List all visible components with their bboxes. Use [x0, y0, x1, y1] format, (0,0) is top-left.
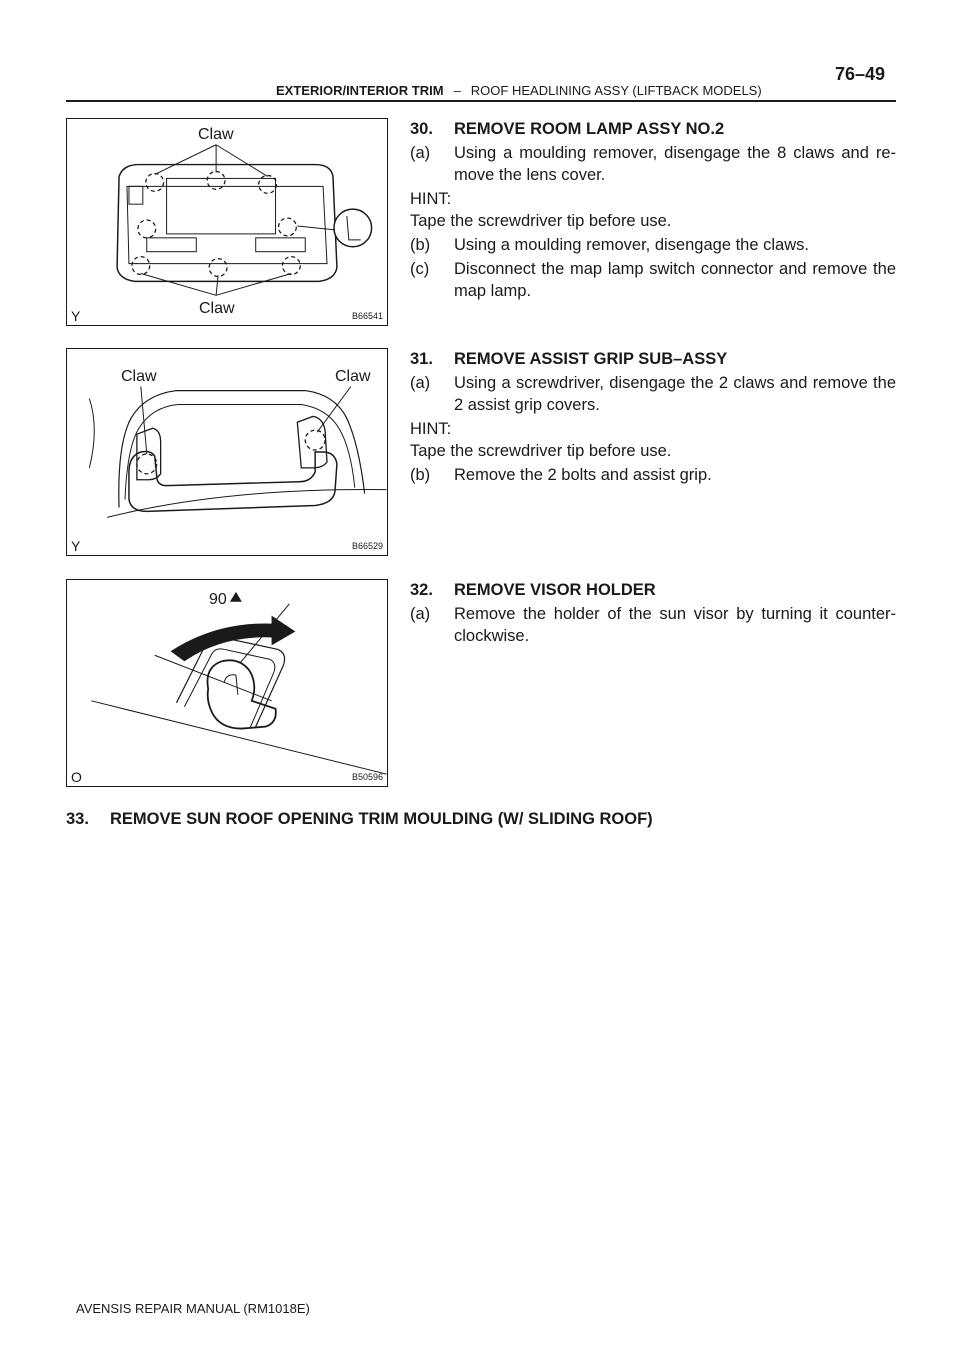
substep: (a) Using a screwdriver, disengage the 2 claws and remove the 2 assist grip covers. — [410, 374, 896, 414]
substep: (a) Using a moulding remover, disengage the 8 claws and re-move the lens cover. — [410, 144, 896, 184]
step-31 — [410, 348, 896, 486]
visor-holder-illustration — [67, 580, 387, 786]
page-number: 76–49 — [835, 64, 886, 84]
claw-label-right: Claw — [335, 368, 371, 385]
figure-corner-mark: O — [71, 769, 82, 785]
hint-text: Tape the screwdriver tip before use. — [410, 442, 672, 460]
claw-label-left: Claw — [121, 368, 157, 385]
step-33: 33. REMOVE SUN ROOF OPENING TRIM MOULDING (W/ SLIDING ROOF) — [66, 810, 653, 828]
figure-room-lamp — [66, 118, 388, 326]
footer: AVENSIS REPAIR MANUAL (RM1018E) — [76, 1301, 310, 1316]
header-separator: – — [453, 83, 461, 98]
running-header — [276, 83, 762, 98]
figure-code: B66541 — [351, 311, 383, 321]
figure-corner-mark: Y — [71, 308, 81, 324]
header-section: EXTERIOR/INTERIOR TRIM — [276, 83, 444, 98]
substep: (a) Remove the holder of the sun visor by turning it counter-clockwise. — [410, 605, 896, 645]
figure-code: B50596 — [351, 772, 383, 782]
hint-label: HINT: — [410, 190, 452, 208]
header-subsection: ROOF HEADLINING ASSY (LIFTBACK MODELS) — [470, 83, 762, 98]
substep: (c) Disconnect the map lamp switch connector and remove the map lamp. — [410, 260, 896, 300]
hint-text: Tape the screwdriver tip before use. — [410, 212, 672, 230]
header-rule — [66, 100, 896, 102]
substep: (b) Remove the 2 bolts and assist grip. — [410, 466, 712, 484]
step-30 — [410, 118, 896, 302]
step-32 — [410, 579, 896, 647]
step-title: 32. REMOVE VISOR HOLDER — [410, 581, 656, 599]
room-lamp-illustration — [67, 119, 387, 325]
figure-corner-mark: Y — [71, 538, 81, 554]
figure-visor-holder — [66, 579, 388, 787]
step-title: 30. REMOVE ROOM LAMP ASSY NO.2 — [410, 120, 725, 138]
claw-label-top: Claw — [198, 126, 234, 143]
hint-label: HINT: — [410, 420, 452, 438]
step-title: 31. REMOVE ASSIST GRIP SUB–ASSY — [410, 350, 728, 368]
claw-label-bottom: Claw — [199, 300, 235, 317]
figure-assist-grip — [66, 348, 388, 556]
rotation-degree-label: 90 — [209, 591, 227, 608]
figure-code: B66529 — [351, 541, 383, 551]
substep: (b) Using a moulding remover, disengage the claws. — [410, 236, 809, 254]
